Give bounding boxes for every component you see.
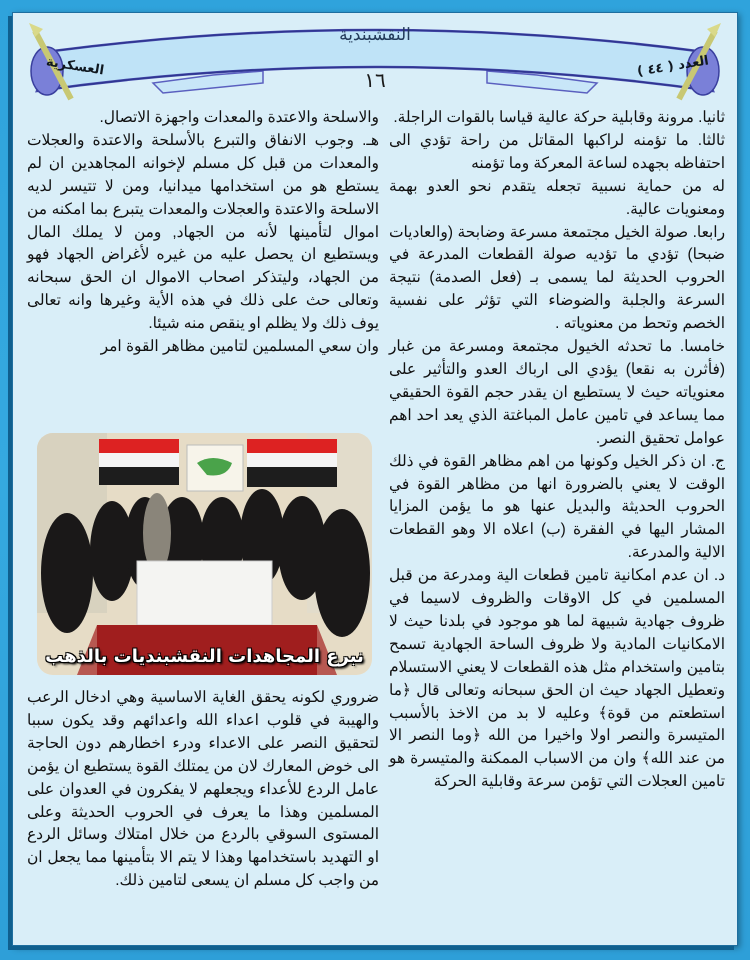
right-column bbox=[389, 107, 725, 794]
paragraph: والاسلحة والاعتدة والمعدات واجهزة الاتصال. bbox=[99, 109, 379, 126]
paragraph: ج. ان ذكر الخيل وكونها من اهم مظاهر القوة في ذلك الوقت لا يعني بالضرورة انها من مظاهر القوة في الحروب الحديثة والبديل عنها هو ما يؤمن المزايا المشار اليها في الفقرة (ب) اعلاه الا وهو القطعات الالية والمدرعة. bbox=[389, 452, 725, 562]
left-column-top bbox=[27, 107, 379, 359]
paragraph: رابعا. صولة الخيل مجتمعة مسرعة وضابحة (والعاديات ضبحا) تؤدي ما تؤديه صولة القطعات المدرعة في الحروب الحديثة لما يسمى بـ (فعل الصدمة) نتيجة السرعة والجلبة والضوضاء التي تؤثر على نفسية الخصم وتحط من معنوياته . bbox=[389, 223, 725, 333]
paragraph: له من حماية نسبية تجعله يتقدم نحو العدو بهمة ومعنويات عالية. bbox=[389, 177, 725, 218]
paragraph: ضروري لكونه يحقق الغاية الاساسية وهي ادخال الرعب والهيبة في قلوب اعداء الله واعدائهم وقد يكون سببا لتحقيق النصر على الاعداء ودرء اخطارهم دون الحاجة الى خوض المعارك لان من يمتلك القوة يستطيع ان يؤمن عامل الردع للأعداء ويجعلهم لا يفكرون في العدوان على المسلمين وهذا ما يعرف في الحروب الحديثة وعلى المستوى السوقي بالردع من خلال امتلاك وسائل الردع او التهديد باستخدامها وهذا لا يتم الا بتأمينها مما يجعل ان من واجب كل مسلم ان يسعى لتامين ذلك. bbox=[27, 689, 379, 890]
section-title: العسكرية bbox=[45, 54, 105, 79]
header-banner bbox=[13, 13, 737, 103]
left-column-bottom bbox=[27, 687, 379, 893]
issue-number: العدد ( ٤٤ ) bbox=[636, 53, 710, 80]
paragraph: د. ان عدم امكانية تامين قطعات الية ومدرعة من قبل المسلمين في كل الاوقات والظروف لاسيما في ظروف جهادية شبيهة لما هو موجود في بلدنا حيث لا الامكانيات المادية ولا ظروف الساحة الجهادية تسمح بتامين واستخدام مثل هذه القطعات لا يعني الاستسلام وتعطيل الجهاد حيث ان الحق سبحانه وتعالى قال ﴿ما استطعتم من قوة﴾ وعليه لا بد من الاخذ بالأسبب المتيسرة والنصر اولا واخيرا من الله ﴿وما النصر الا من عند الله﴾ وان من الاسباب الممكنة والمتيسرة هو تامين العجلات التي تؤمن سرعة وقابلية الحركة bbox=[389, 567, 725, 791]
paragraph: ثانيا. مرونة وقابلية حركة عالية قياسا بالقوات الراجلة. bbox=[393, 109, 725, 126]
paragraph: ثالثا. ما تؤمنه لراكبها المقاتل من راحة تؤدي الى احتفاظه بجهده لساعة المعركة وما تؤمنه bbox=[389, 131, 725, 172]
page-number: ١٦ bbox=[364, 68, 386, 92]
paragraph: هـ. وجوب الانفاق والتبرع بالأسلحة والاعتدة والعجلات والمعدات من قبل كل مسلم لإخوانه المجاهدين ان لم يستطع هو من استخدامها ميدانيا، ومن لا تتيسر لديه الاسلحة والاعتدة والعجلات والمعدات يتبرع بما امكنه من اموال لتأمينها لأنه من الجهاد, ومن لا يملك المال ويستطيع ان يحصل عليه من غيره لأغراض الجهاد فهو من الجهاد، وليتذكر اصحاب الاموال ان الحق سبحانه وتعالى حث على ذلك في هذه الأية وغيرها وانه تعالى يوف ذلك ولا يظلم او ينقص منه شيئا. bbox=[27, 131, 379, 333]
photo-women-donation-graphic bbox=[37, 433, 372, 675]
article-photo bbox=[37, 433, 372, 675]
masthead-logo: النقشبندية bbox=[339, 25, 411, 45]
paragraph: وان سعي المسلمين لتامين مظاهر القوة امر bbox=[100, 338, 379, 356]
magazine-page bbox=[12, 12, 738, 946]
paragraph: خامسا. ما تحدثه الخيول مجتمعة ومسرعة من غبار (فأثرن به نقعا) يؤدي الى ارباك العدو والتأثير على معنوياته حيث لا يستطيع ان يقدر حجم القوة الحقيقي مما يساعد في تامين عامل المباغتة الذي يعد احد اهم عوامل تحقيق النصر. bbox=[389, 338, 725, 447]
photo-caption: نبرع المجاهدات النقشبنديات بالذهب bbox=[45, 646, 364, 667]
